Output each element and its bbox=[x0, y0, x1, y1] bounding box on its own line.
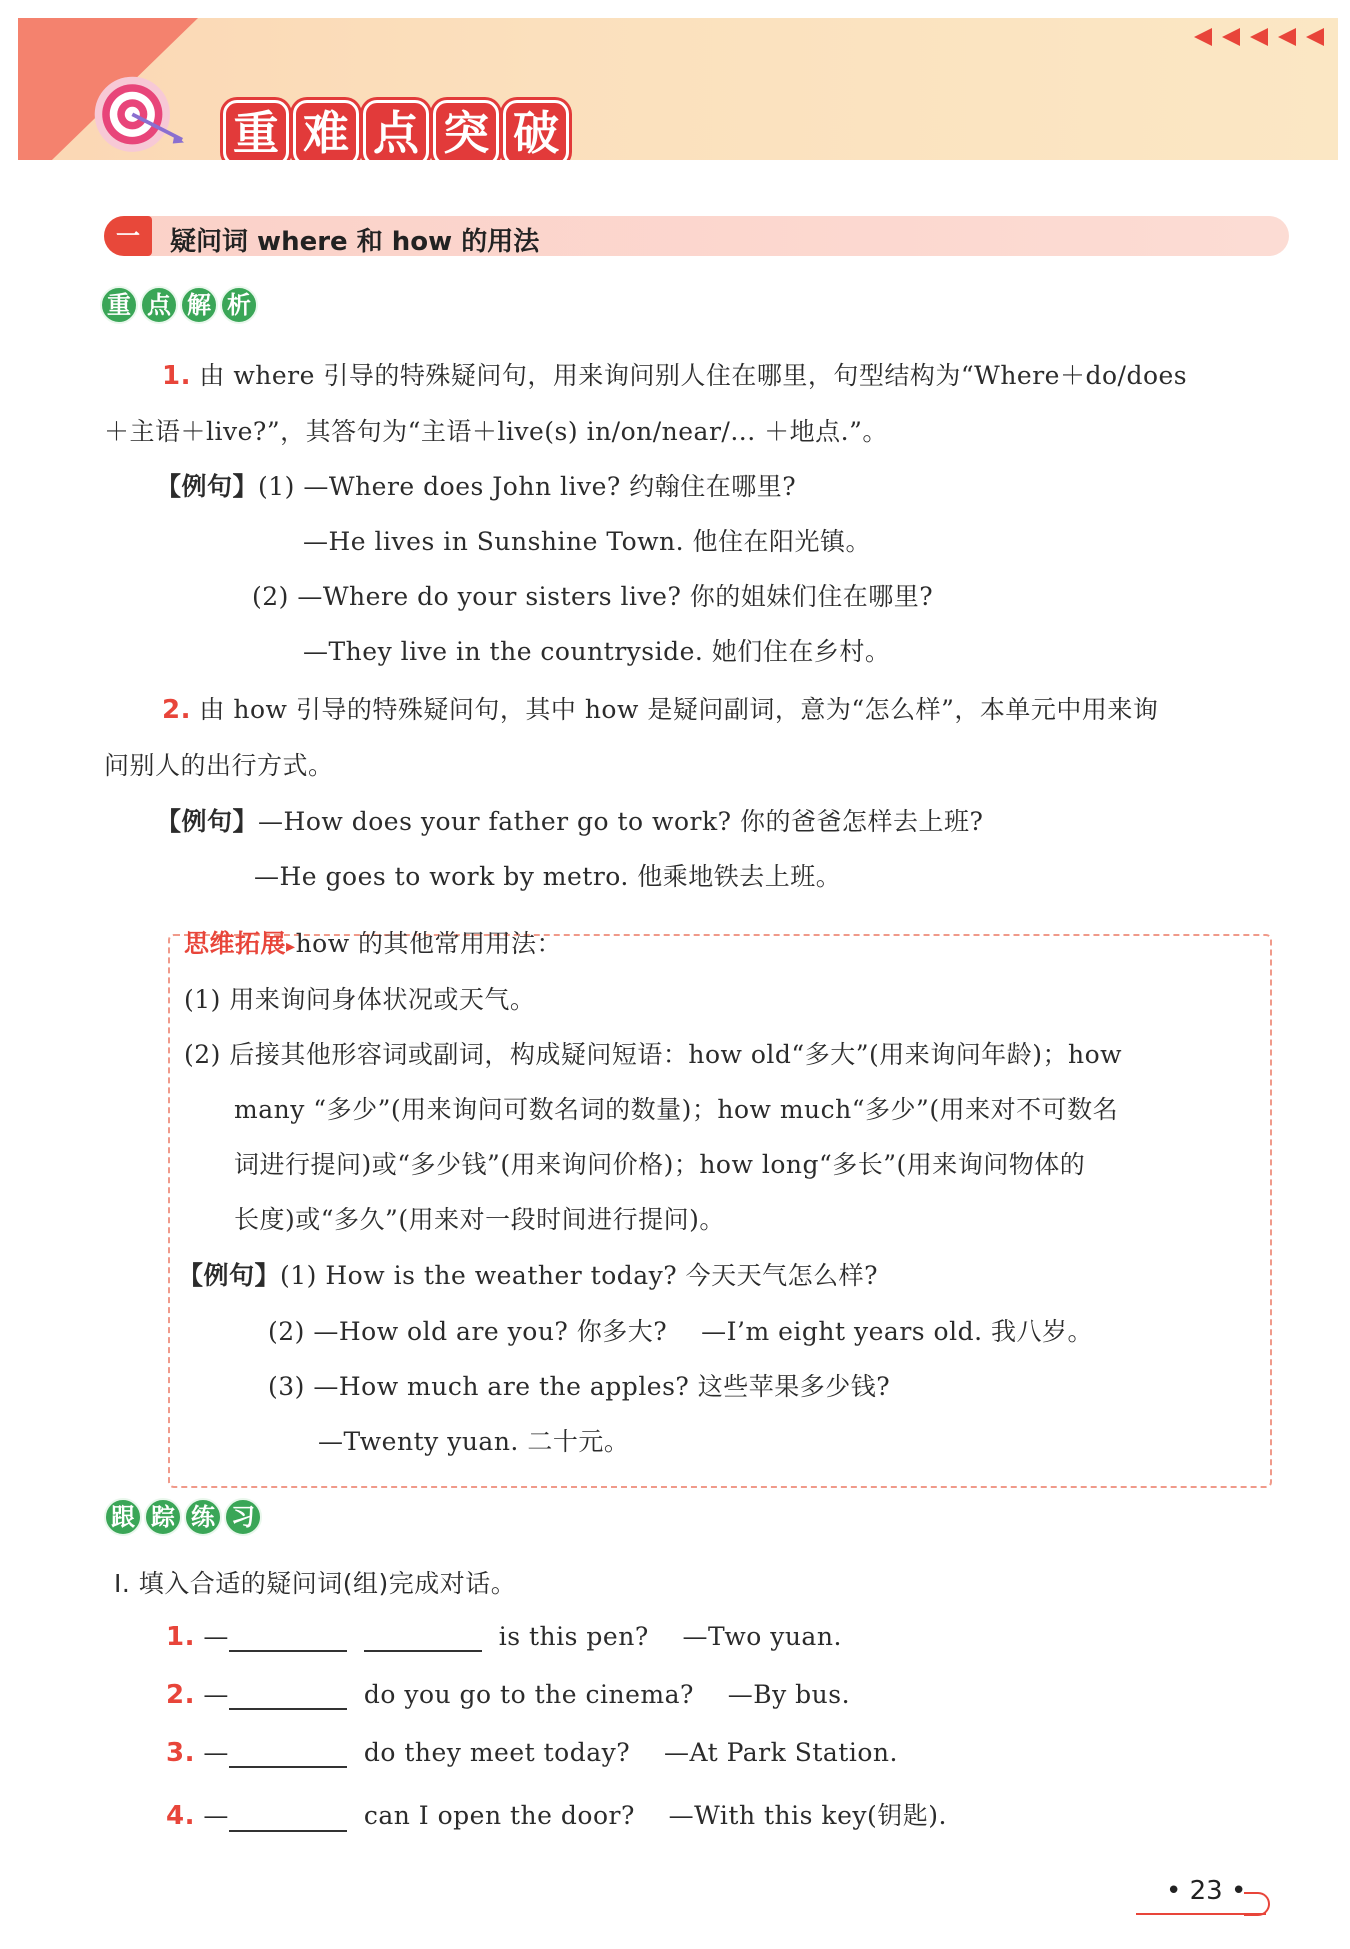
badge-char: 练 bbox=[184, 1498, 222, 1536]
banner-title-char: 点 bbox=[363, 100, 429, 160]
banner-title-char: 破 bbox=[503, 100, 569, 160]
section-title: 疑问词 where 和 how 的用法 bbox=[170, 227, 540, 257]
answer-blank[interactable] bbox=[229, 1682, 347, 1710]
dash: — bbox=[203, 1680, 229, 1709]
expand-example3a: (3) —How much are the apples? 这些苹果多少钱? bbox=[268, 1372, 891, 1401]
triangle-icon: ▸ bbox=[286, 936, 296, 957]
answer-blank[interactable] bbox=[364, 1624, 482, 1652]
point2-number: 2. bbox=[162, 695, 191, 725]
point1-number: 1. bbox=[162, 361, 191, 391]
point1-line2: ＋主语＋live?”，其答句为“主语＋live(s) in/on/near/... ＋地点.”。 bbox=[104, 417, 888, 446]
banner-title-char: 突 bbox=[433, 100, 499, 160]
textbook-page bbox=[18, 18, 1338, 1943]
page-number: • 23 • bbox=[1166, 1876, 1247, 1906]
expand-tag: 思维拓展 bbox=[184, 929, 287, 958]
question-text: can I open the door? bbox=[363, 1801, 635, 1830]
answer-blank[interactable] bbox=[229, 1624, 347, 1652]
example2-row1 bbox=[156, 802, 983, 838]
answer-blank[interactable] bbox=[229, 1804, 347, 1832]
exercise-number: 4. bbox=[166, 1801, 195, 1831]
exercise-heading: Ⅰ. 填入合适的疑问词(组)完成对话。 bbox=[114, 1569, 517, 1598]
expand-example3b: —Twenty yuan. 二十元。 bbox=[318, 1427, 630, 1456]
example-text: (1) How is the weather today? 今天天气怎么样? bbox=[280, 1261, 879, 1290]
example1-row2: —He lives in Sunshine Town. 他住在阳光镇。 bbox=[303, 527, 872, 556]
dash: — bbox=[203, 1622, 229, 1651]
example1-row3: (2) —Where do your sisters live? 你的姐妹们住在哪里? bbox=[252, 582, 934, 611]
point1-line1 bbox=[162, 356, 1187, 392]
answer-text: —With this key(钥匙). bbox=[668, 1801, 947, 1830]
section-header bbox=[104, 216, 1289, 256]
banner-arrows-icon bbox=[1188, 28, 1324, 46]
question-text: is this pen? bbox=[498, 1622, 649, 1651]
expand-p1: (1) 用来询问身体状况或天气。 bbox=[184, 985, 536, 1014]
exercise-number: 1. bbox=[166, 1622, 195, 1652]
expand-intro-text: how 的其他常用用法： bbox=[295, 929, 563, 958]
expand-intro bbox=[184, 924, 562, 960]
top-banner bbox=[18, 18, 1338, 160]
example-label: 【例句】 bbox=[156, 807, 259, 836]
section-number: 一 bbox=[104, 216, 152, 256]
example2-row2: —He goes to work by metro. 他乘地铁去上班。 bbox=[254, 862, 842, 891]
badge-practice bbox=[104, 1498, 262, 1536]
badge-char: 析 bbox=[220, 286, 258, 324]
banner-title-char: 难 bbox=[293, 100, 359, 160]
point1-text: 由 where 引导的特殊疑问句，用来询问别人住在哪里，句型结构为“Where＋do/does bbox=[199, 361, 1188, 390]
answer-blank[interactable] bbox=[229, 1740, 347, 1768]
banner-title-char: 重 bbox=[223, 100, 289, 160]
example1-row4: —They live in the countryside. 她们住在乡村。 bbox=[303, 637, 891, 666]
exercise-item bbox=[166, 1796, 947, 1832]
expand-example1 bbox=[178, 1256, 878, 1292]
example-text: (1) —Where does John live? 约翰住在哪里? bbox=[258, 472, 797, 501]
target-icon bbox=[90, 72, 184, 160]
badge-char: 跟 bbox=[104, 1498, 142, 1536]
badge-char: 解 bbox=[180, 286, 218, 324]
exercise-item bbox=[166, 1738, 898, 1768]
point2-line2: 问别人的出行方式。 bbox=[104, 751, 334, 780]
exercise-number: 2. bbox=[166, 1680, 195, 1710]
example-label: 【例句】 bbox=[156, 472, 259, 501]
expand-p2b: many “多少”(用来询问可数名词的数量)；how much“多少”(用来对不可数名 bbox=[234, 1095, 1119, 1124]
banner-title bbox=[223, 100, 569, 160]
badge-char: 点 bbox=[140, 286, 178, 324]
exercise-item bbox=[166, 1680, 850, 1710]
example-text: —How does your father go to work? 你的爸爸怎样去上班? bbox=[258, 807, 984, 836]
expand-p2d: 长度)或“多久”(用来对一段时间进行提问)。 bbox=[234, 1205, 725, 1234]
question-text: do you go to the cinema? bbox=[363, 1680, 694, 1709]
exercise-item bbox=[166, 1622, 842, 1652]
dash: — bbox=[203, 1738, 229, 1767]
example-label: 【例句】 bbox=[178, 1261, 281, 1290]
point2-text: 由 how 引导的特殊疑问句，其中 how 是疑问副词，意为“怎么样”，本单元中用来询 bbox=[199, 695, 1159, 724]
badge-char: 踪 bbox=[144, 1498, 182, 1536]
badge-char: 习 bbox=[224, 1498, 262, 1536]
exercise-number: 3. bbox=[166, 1738, 195, 1768]
question-text: do they meet today? bbox=[363, 1738, 631, 1767]
dash: — bbox=[203, 1801, 229, 1830]
answer-text: —By bus. bbox=[727, 1680, 851, 1709]
expand-p2a: (2) 后接其他形容词或副词，构成疑问短语：how old“多大”(用来询问年龄)；how bbox=[184, 1040, 1123, 1069]
example1-row1 bbox=[156, 467, 796, 503]
expand-example2: (2) —How old are you? 你多大? —I’m eight years old. 我八岁。 bbox=[268, 1317, 1093, 1346]
answer-text: —Two yuan. bbox=[682, 1622, 842, 1651]
badge-key-analysis bbox=[100, 286, 258, 324]
badge-char: 重 bbox=[100, 286, 138, 324]
expand-p2c: 词进行提问)或“多少钱”(用来询问价格)；how long“多长”(用来询问物体的 bbox=[234, 1150, 1086, 1179]
answer-text: —At Park Station. bbox=[663, 1738, 898, 1767]
page-curl-icon bbox=[1244, 1892, 1270, 1916]
point2-line1 bbox=[162, 690, 1158, 726]
